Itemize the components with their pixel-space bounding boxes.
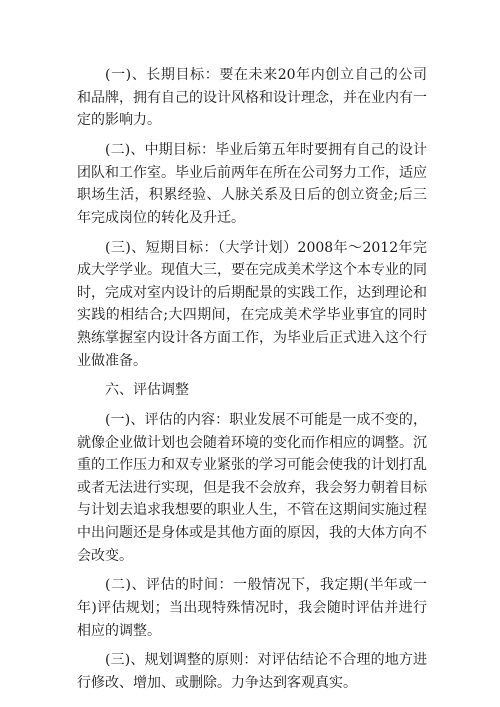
paragraph-evaluation-time: (二)、评估的时间：一般情况下，我定期(半年或一年)评估规划；当出现特殊情况时，我会随时评估并进行相应的调整。	[77, 577, 427, 639]
paragraph-evaluation-content: (一)、评估的内容：职业发展不可能是一成不变的，就像企业做计划也会随着环境的变化而作相应的调整。沉重的工作压力和双专业紧张的学习可能会使我的计划打乱或者无法进行实现，但是我不会放弃，我会努力朝着目标与计划去追求我想要的职业人生，不管在这期间实施过程中出问题还是身体或是其他方面的原因，我的大体方向不会改变。	[77, 412, 427, 564]
paragraph-adjustment-principle: (三)、规划调整的原则：对评估结论不合理的地方进行修改、增加、或删除。力争达到客观真实。	[77, 652, 427, 691]
paragraph-mid-term-goal: (二)、中期目标：毕业后第五年时要拥有自己的设计团队和工作室。毕业后前两年在所在公司努力工作，适应职场生活，积累经验、人脉关系及日后的创立资金;后三年完成岗位的转化及升迁。	[77, 141, 427, 226]
paragraph-long-term-goal: (一)、长期目标：要在未来20年内创立自己的公司和品牌，拥有自己的设计风格和设计理念，并在业内有一定的影响力。	[77, 67, 427, 129]
section-heading-evaluation: 六、评估调整	[105, 382, 189, 399]
document-body	[77, 64, 427, 702]
paragraph-short-term-goal: (三)、短期目标：（大学计划）2008年～2012年完成大学学业。现值大三，要在完成美术学这个本专业的同时，完成对室内设计的后期配景的实践工作，达到理论和实践的相结合;大四期间，在完成美术学毕业事宜的同时熟练掌握室内设计各方面工作，为毕业后正式进入这个行业做准备。	[77, 239, 427, 369]
